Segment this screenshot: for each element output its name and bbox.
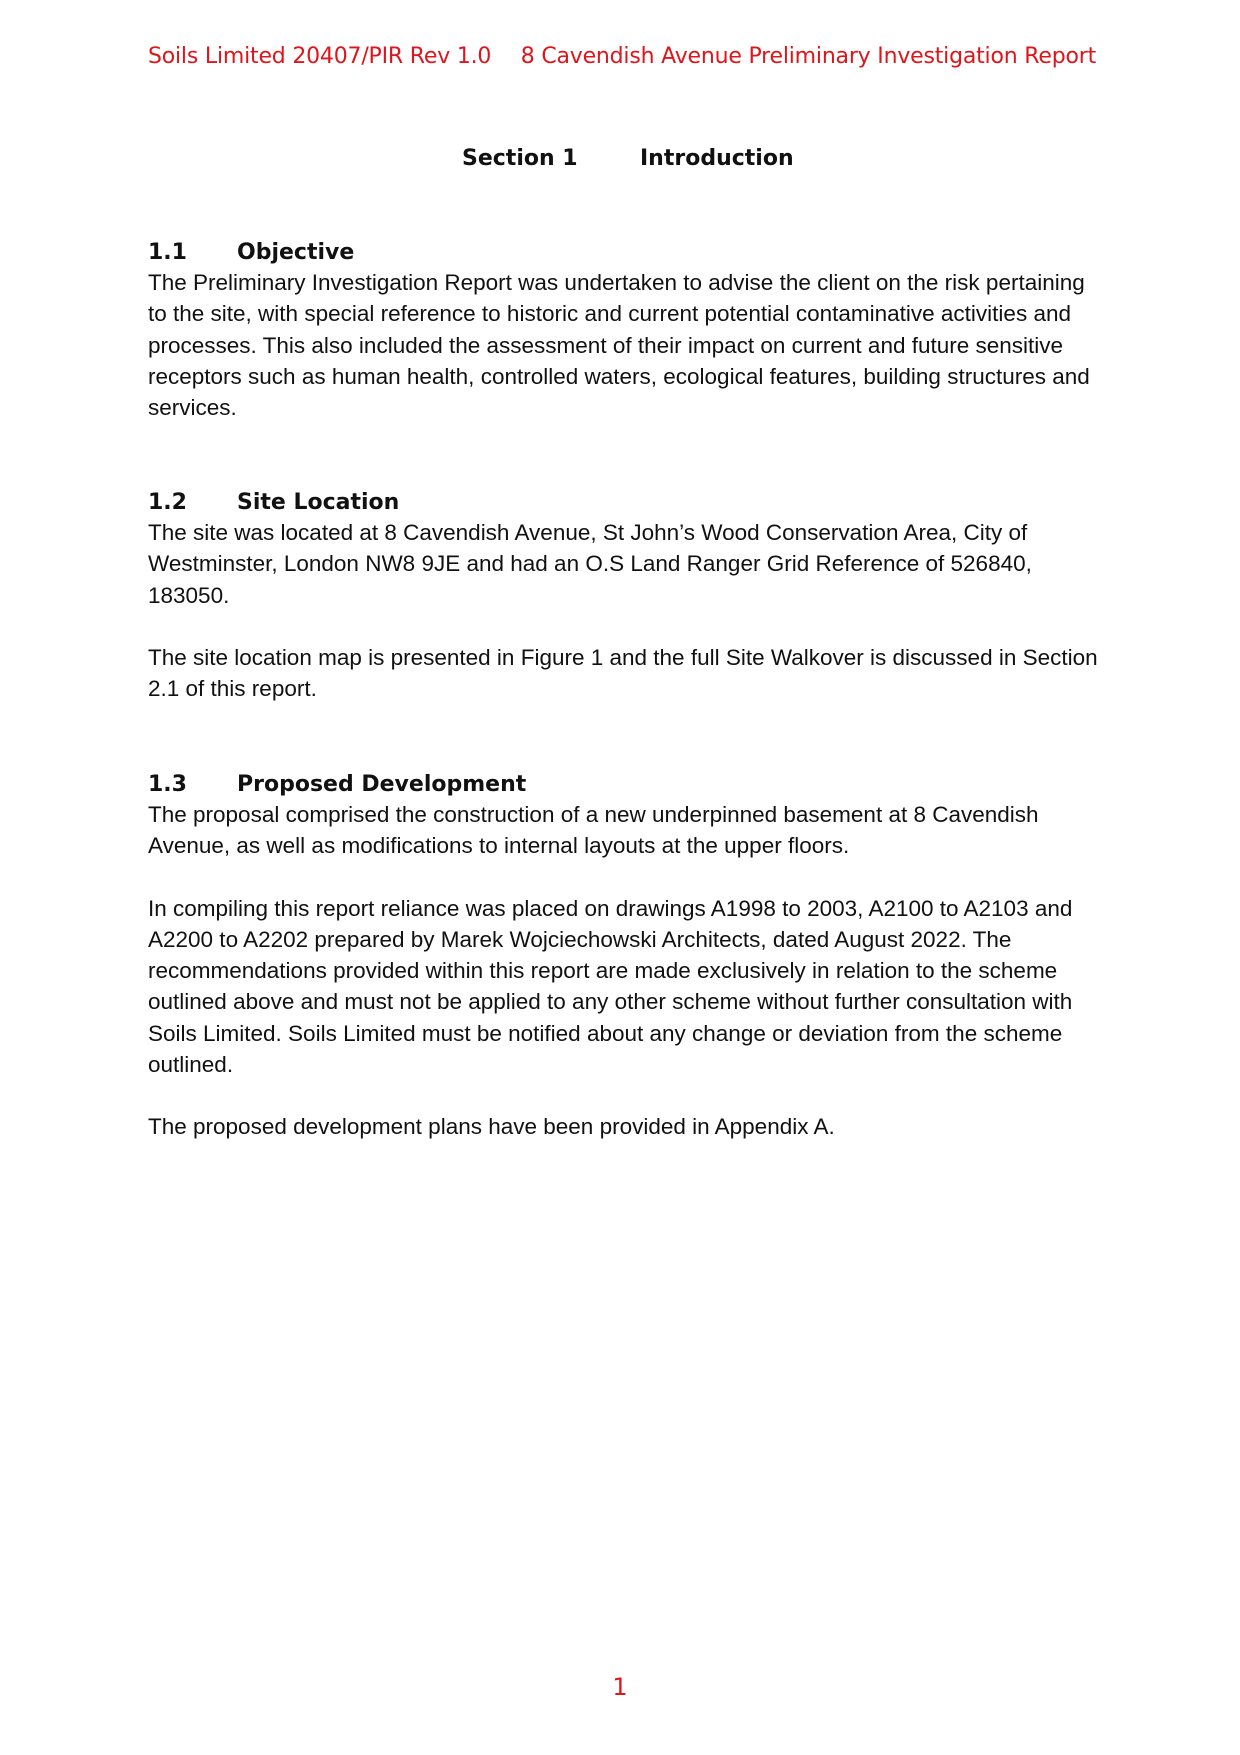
paragraph: The site location map is presented in Figure 1 and the full Site Walkover is discussed in Section 2.1 of this report. — [148, 644, 1098, 702]
section-number: Section 1 — [462, 146, 578, 171]
subsection-title: Objective — [237, 240, 355, 265]
subsection-site-location — [148, 489, 1098, 704]
paragraph: The Preliminary Investigation Report was undertaken to advise the client on the risk pertaining to the site, with special reference to historic and current potential contaminative activities and processes. This also included the assessment of their impact on current and future sensitive receptors such as human health, controlled waters, ecological features, building structures and services. — [148, 270, 1090, 421]
header-document-reference: Soils Limited 20407/PIR Rev 1.0 — [148, 44, 492, 69]
subsection-heading — [148, 239, 1098, 267]
paragraph: The proposal comprised the construction of a new underpinned basement at 8 Cavendish Avenue, as well as modifications to internal layouts at the upper floors. — [148, 802, 1039, 859]
paragraph: In compiling this report reliance was placed on drawings A1998 to 2003, A2100 to A2103 and A2200 to A2202 prepared by Marek Wojciechowski Architects, dated August 2022. The recommendations provided within this report are made exclusively in relation to the scheme outlined above and must not be applied to any other scheme without further consultation with Soils Limited. Soils Limited must be notified about any change or deviation from the scheme outlined. — [148, 895, 1073, 1078]
subsection-number: 1.1 — [148, 240, 187, 265]
subsection-title: Proposed Development — [237, 772, 527, 797]
subsection-objective — [148, 239, 1098, 423]
header-report-title: 8 Cavendish Avenue Preliminary Investigation Report — [520, 44, 1096, 69]
paragraph: The proposed development plans have been provided in Appendix A. — [148, 1114, 835, 1140]
section-heading — [462, 146, 794, 171]
subsection-heading — [148, 489, 1098, 517]
section-title: Introduction — [640, 146, 794, 171]
subsection-number: 1.3 — [148, 772, 187, 797]
subsection-title: Site Location — [237, 490, 400, 515]
subsection-heading — [148, 771, 1098, 799]
page-number: 1 — [612, 1673, 628, 1701]
paragraph: The site was located at 8 Cavendish Avenue, St John’s Wood Conservation Area, City of Westminster, London NW8 9JE and had an O.S Land Ranger Grid Reference of 526840, 183050. — [148, 520, 1032, 608]
subsection-number: 1.2 — [148, 490, 187, 515]
subsection-proposed-development — [148, 771, 1098, 1143]
